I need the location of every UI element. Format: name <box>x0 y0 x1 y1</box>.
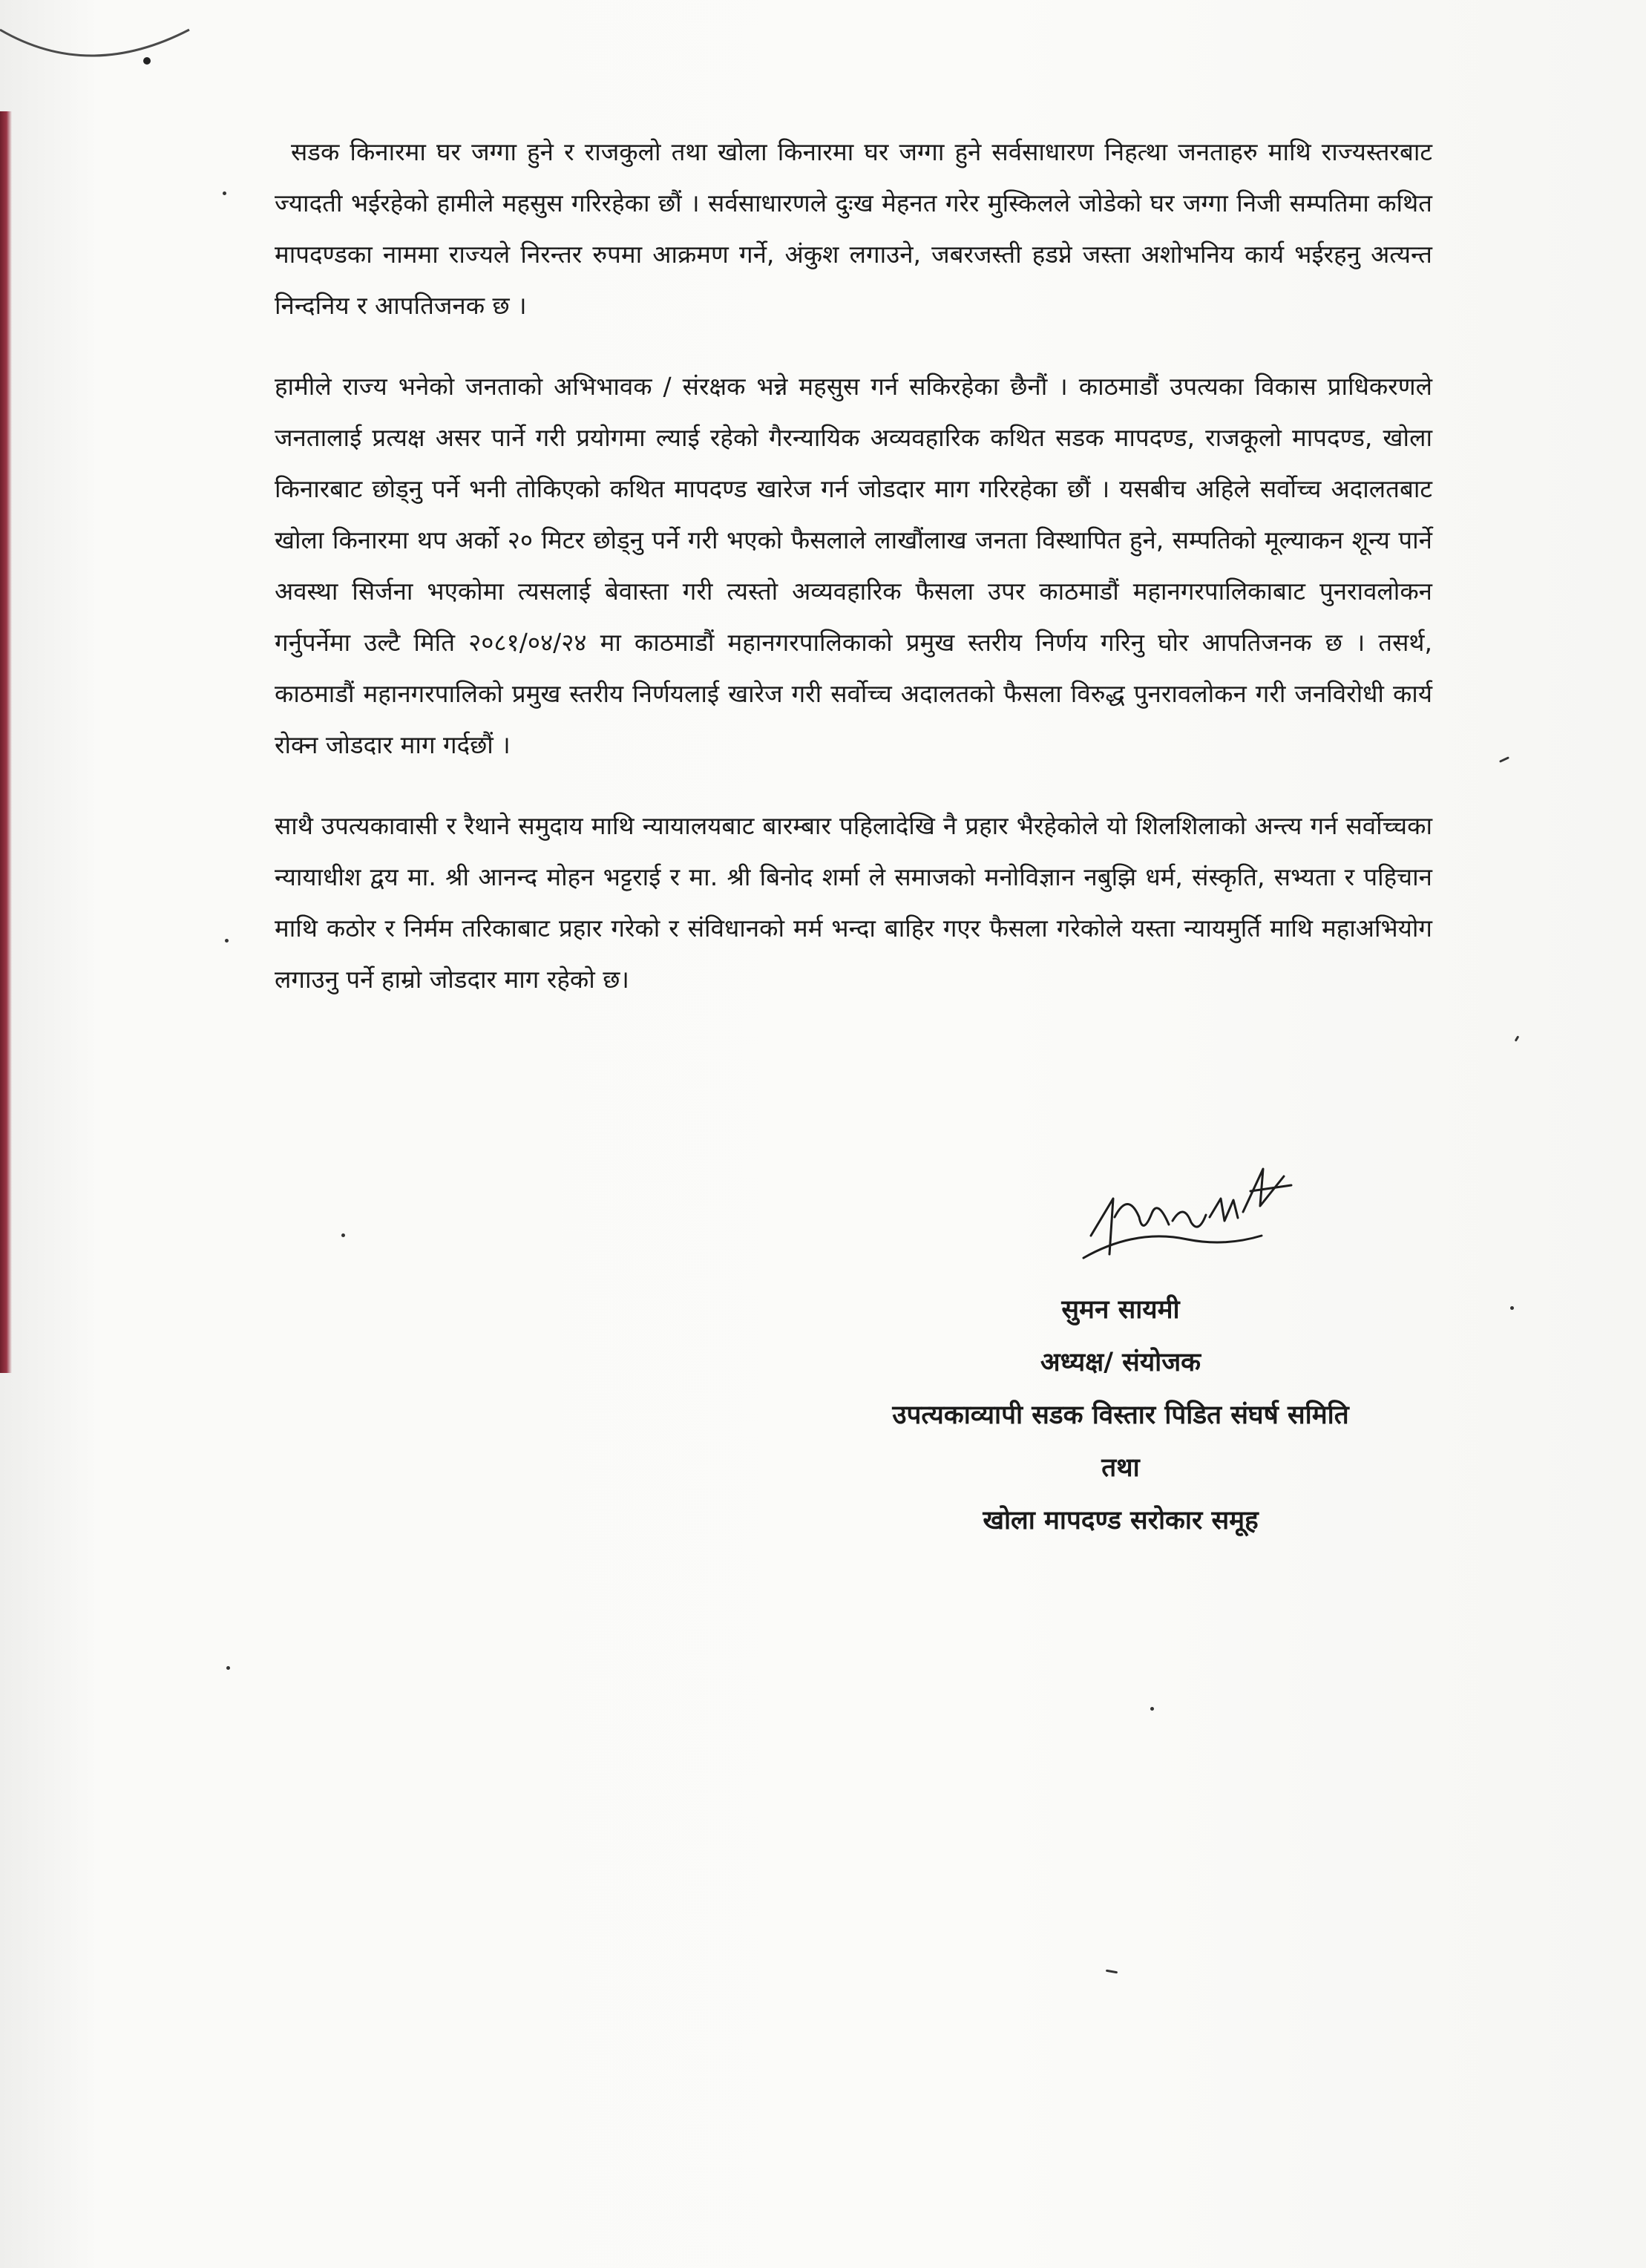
scan-mark <box>1499 756 1509 763</box>
paragraph-2: हामीले राज्य भनेको जनताको अभिभावक / संरक्षक भन्ने महसुस गर्न सकिरहेका छैनौं । काठमाडौं उपत्यका विकास प्राधिकरणले जनतालाई प्रत्यक्ष असर पार्ने गरी प्रयोगमा ल्याई रहेको गैरन्यायिक अव्यवहारिक कथित सडक मापदण्ड, राजकूलो मापदण्ड, खोला किनारबाट छोड्नु पर्ने भनी तोकिएको कथित मापदण्ड खारेज गर्न जोडदार माग गरिरहेका छौं । यसबीच अहिले सर्वोच्च अदालतबाट खोला किनारमा थप अर्को २० मिटर छोड्नु पर्ने गरी भएको फैसलाले लाखौंलाख जनता विस्थापित हुने, सम्पतिको मूल्याकन शून्य पार्ने अवस्था सिर्जना भएकोमा त्यसलाई बेवास्ता गरी त्यस्तो अव्यवहारिक फैसला उपर काठमाडौं महानगरपालिकाबाट पुनरावलोकन गर्नुपर्नेमा उल्टै मिति २०८१/०४/२४ मा काठमाडौं महानगरपालिकाको प्रमुख स्तरीय निर्णय गरिनु घोर आपतिजनक छ । तसर्थ, काठमाडौं महानगरपालिको प्रमुख स्तरीय निर्णयलाई खारेज गरी सर्वोच्च अदालतको फैसला विरुद्ध पुनरावलोकन गरी जनविरोधी कार्य रोक्न जोडदार माग गर्दछौं । <box>275 372 1432 759</box>
scan-speck <box>226 1666 230 1670</box>
scan-edge-artifact <box>0 111 12 1373</box>
paragraph-3: साथै उपत्यकावासी र रैथाने समुदाय माथि न्यायालयबाट बारम्बार पहिलादेखि नै प्रहार भैरहेकोले यो शिलशिलाको अन्त्य गर्न सर्वोच्चका न्यायाधीश द्वय मा. श्री आनन्द मोहन भट्टराई र मा. श्री बिनोद शर्मा ले समाजको मनोविज्ञान नबुझि धर्म, संस्कृति, सभ्यता र पहिचान माथि कठोर र निर्मम तरिकाबाट प्रहार गरेको र संविधानको मर्म भन्दा बाहिर गएर फैसला गरेकोले यस्ता न्यायमुर्ति माथि महाअभियोग लगाउनु पर्ने हाम्रो जोडदार माग रहेको छ। <box>275 811 1432 994</box>
scan-mark <box>1106 1970 1118 1974</box>
scan-speck <box>223 191 226 195</box>
paragraph-1: सडक किनारमा घर जग्गा हुने र राजकुलो तथा खोला किनारमा घर जग्गा हुने सर्वसाधारण निहत्था जनताहरु माथि राज्यस्तरबाट ज्यादती भईरहेको हामीले महसुस गरिरहेका छौं । सर्वसाधारणले दुःख मेहनत गरेर मुस्किलले जोडेको घर जग्गा निजी सम्पतिमा कथित मापदण्डका नाममा राज्यले निरन्तर रुपमा आक्रमण गर्ने, अंकुश लगाउने, जबरजस्ती हडप्ने जस्ता अशोभनिय कार्य भईरहनु अत्यन्त निन्दनिय र आपतिजनक छ । <box>275 137 1432 320</box>
letter-body <box>275 126 1432 1035</box>
scan-speck <box>1510 1306 1514 1310</box>
scan-speck <box>225 939 229 943</box>
signature-block <box>794 1284 1447 1547</box>
handwritten-signature <box>1069 1147 1299 1284</box>
scan-mark <box>1515 1035 1520 1041</box>
scan-speck <box>341 1233 345 1237</box>
organization-name-2: खोला मापदण्ड सरोकार समूह <box>983 1506 1259 1536</box>
signatory-name: सुमन सायमी <box>1061 1295 1180 1325</box>
organization-name: उपत्यकाव्यापी सडक विस्तार पिडित संघर्ष समिति <box>892 1400 1349 1430</box>
scan-speck <box>1150 1707 1154 1711</box>
scan-corner-artifact <box>0 0 193 89</box>
conjunction: तथा <box>1101 1453 1140 1483</box>
signatory-title: अध्यक्ष/ संयोजक <box>1040 1348 1201 1377</box>
